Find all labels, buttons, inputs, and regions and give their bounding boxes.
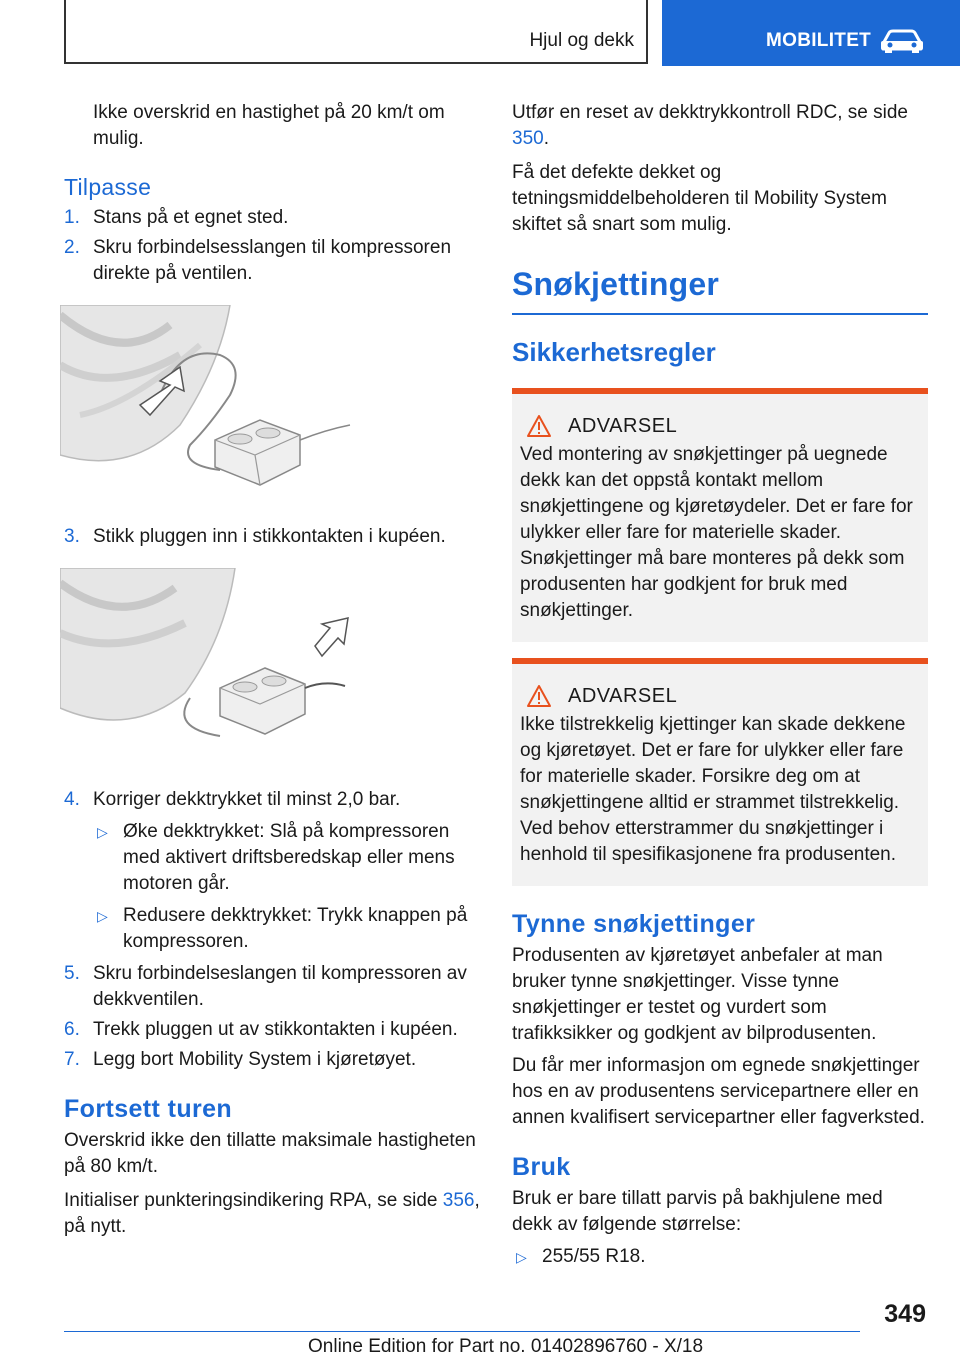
warning-triangle-icon [526,684,552,708]
triangle-bullet-icon: ▷ [516,1249,527,1265]
warning-text: Ved montering av snøkjettinger på uegnede dekk kan det oppstå kontakt mellom snøkjettingene og kjøretøydeler. Det er fare for ulykker eller fare for materielle skader. Snøkjettinger må bare monteres på dekk som produsenten har godkjent for bruk med snøkjettinger. [520,444,913,621]
main-heading: Snøkjettinger [512,266,928,315]
chapter-title: Hjul og dekk [529,30,634,51]
list-item: 5. Skru forbindelseslangen til kompressoren av dekkventilen. [64,963,467,1010]
edition-text: Online Edition for Part no. 01402896760 - X/18 [308,1336,704,1357]
warning-title: ADVARSEL [568,414,678,437]
list-item: 1. Stans på et egnet sted. [64,207,289,228]
page-link-350[interactable]: 350 [512,128,544,149]
thin-chains-heading: Tynne snøkjettinger [512,910,756,938]
speed-note: Ikke overskrid en hastighet på 20 km/t om mulig. [93,102,445,149]
thin-chains-text-1: Produsenten av kjøretøyet anbefaler at man bruker tynne snøkjettinger. Visse tynne snøkjettinger er testet og vurdert som trafikksikker og godkjent av bilprodusenten. [512,945,883,1044]
list-item: 4. Korriger dekktrykket til minst 2,0 bar. ▷ Øke dekktrykket: Slå på kompressoren med aktivert driftsberedskap eller mens motoren går. ▷ Redusere dekktrykket: Trykk knappen på kompressoren. [64,787,484,955]
list-item: ▷ Øke dekktrykket: Slå på kompressoren med aktivert driftsberedskap eller mens motoren går. [97,821,455,894]
list-item: 6. Trekk pluggen ut av stikkontakten i kupéen. [64,1019,458,1040]
rpa-paragraph: Initialiser punkteringsindikering RPA, se side 356, på nytt. [64,1190,480,1237]
list-item: 2. Skru forbindelsesslangen til kompressoren direkte på ventilen. [64,237,452,284]
footer-divider [64,1331,860,1332]
list-item: ▷ Redusere dekktrykket: Trykk knappen på kompressoren. [97,905,468,952]
triangle-bullet-icon: ▷ [97,908,108,924]
car-icon [880,28,924,54]
fortsett-heading: Fortsett turen [64,1095,233,1123]
steps-list-step4 [64,787,484,1073]
fortsett-text: Overskrid ikke den tillatte maksimale hastigheten på 80 km/t. [64,1130,476,1177]
section-tab-label: MOBILITET [766,30,872,51]
bruk-heading: Bruk [512,1153,571,1181]
list-item: 3. Stikk pluggen inn i stikkontakten i kupéen. [64,526,446,547]
compressor-on-valve-illustration [60,305,360,495]
left-column [64,100,484,1240]
bruk-text: Bruk er bare tillatt parvis på bakhjulene med dekk av følgende størrelse: [512,1188,883,1235]
section-tab[interactable] [662,0,960,66]
rdc-paragraph: Utfør en reset av dekktrykkontroll RDC, se side 350. [512,102,908,149]
warning-triangle-icon [526,414,552,438]
warning-title: ADVARSEL [568,684,678,707]
warning-box [512,388,928,642]
list-item: ▷ 255/55 R18. [512,1244,928,1270]
page-link-356[interactable]: 356 [442,1190,475,1211]
page-number: 349 [884,1300,926,1328]
thin-chains-text-2: Du får mer informasjon om egnede snøkjettinger hos en av produsentens servicepartnere eller en annen kvalifisert servicepartner eller fagverksted. [512,1055,925,1128]
steps-list-step3 [64,524,484,550]
steps-list-a [64,205,484,287]
warning-box [512,658,928,886]
step4-bullets [93,819,484,955]
warning-text: Ikke tilstrekkelig kjettinger kan skade dekkene og kjøretøyet. Det er fare for ulykker eller fare for materielle skader. Forsikre deg om at snøkjettingene alltid er strammet tilstrekkelig. Ved behov etterstrammer du snøkjettinger i henhold til spesifikasjonene fra produsenten. [520,714,906,865]
list-item: 7. Legg bort Mobility System i kjøretøyet. [64,1049,417,1070]
right-column [512,100,928,1276]
bruk-bullets [512,1244,928,1270]
defect-paragraph: Få det defekte dekket og tetningsmiddelbeholderen til Mobility System skiftet så snart som mulig. [512,162,887,235]
triangle-bullet-icon: ▷ [97,824,108,840]
header-frame [64,0,648,64]
plug-in-socket-illustration [60,568,360,758]
safety-heading: Sikkerhetsregler [512,337,716,367]
tilpasse-heading: Tilpasse [64,174,152,200]
